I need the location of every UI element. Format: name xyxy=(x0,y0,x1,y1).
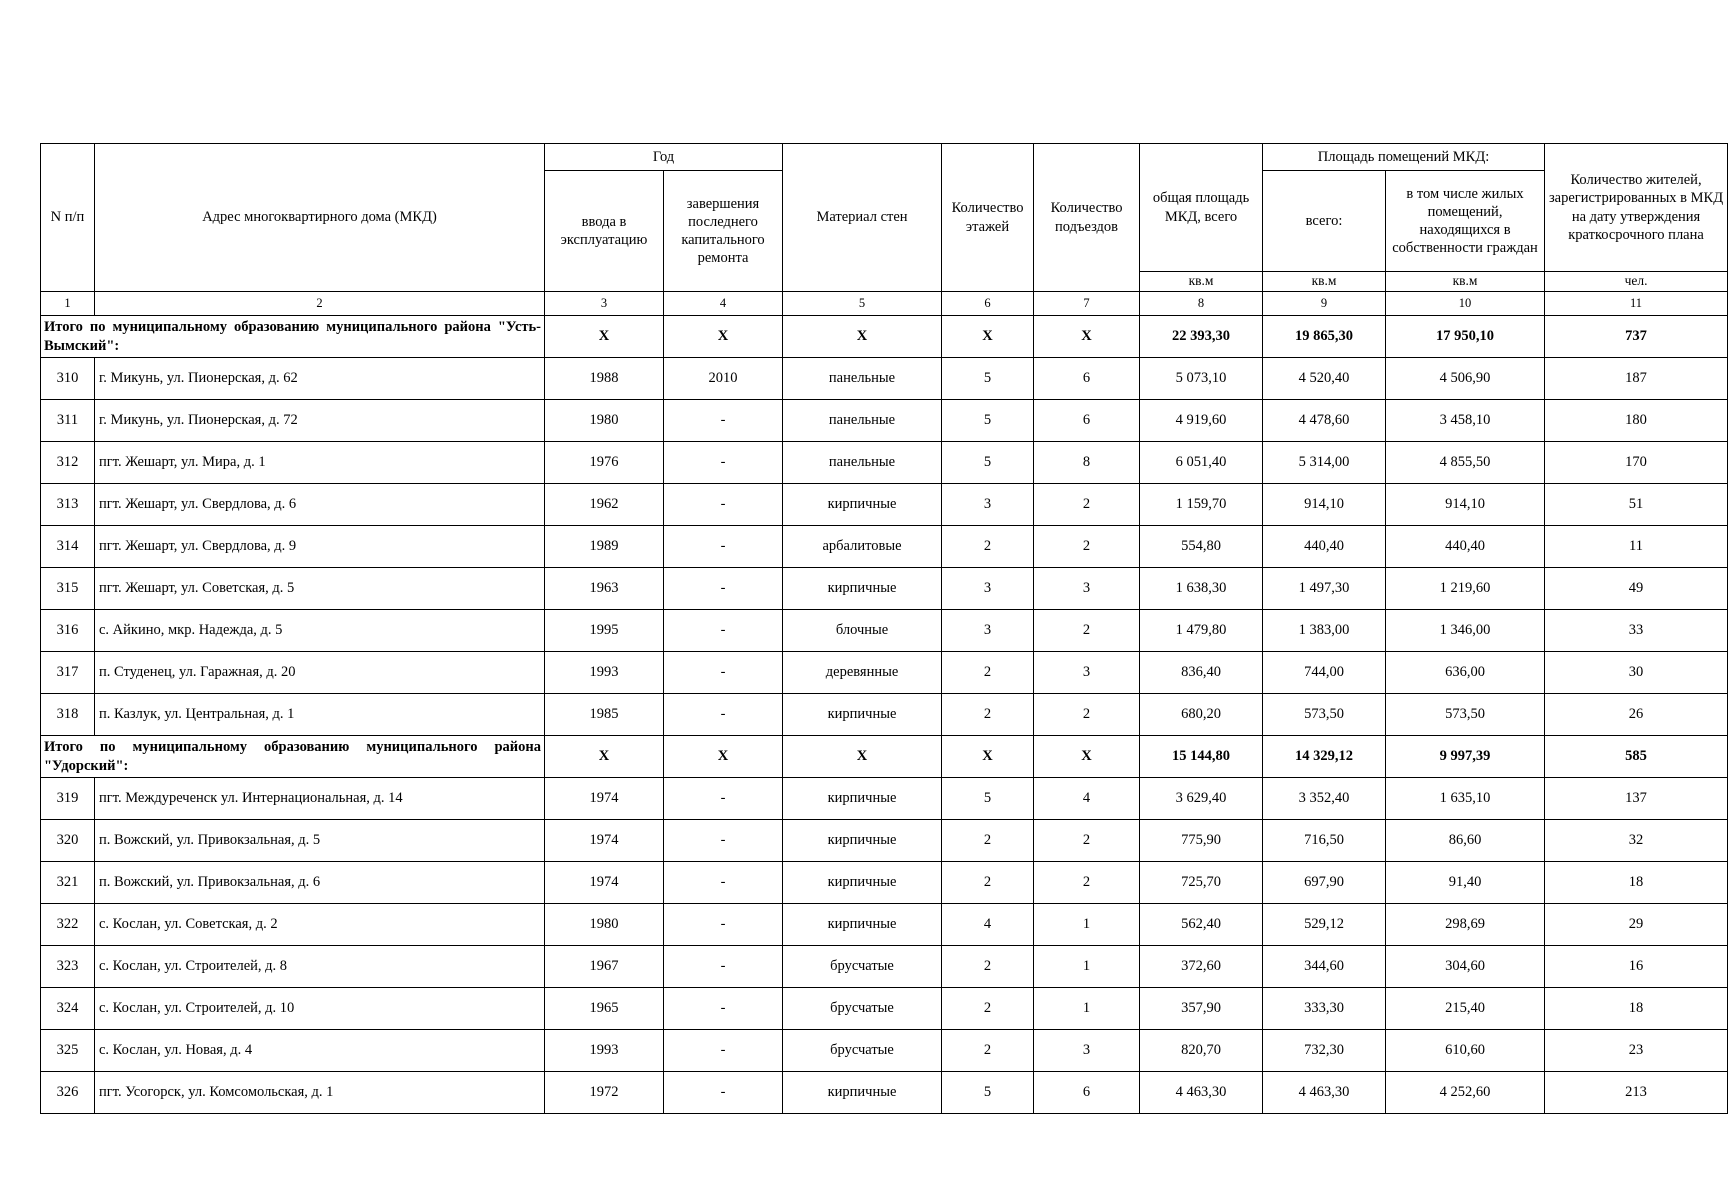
row-number: 321 xyxy=(41,862,95,904)
row-number: 324 xyxy=(41,988,95,1030)
row-year-commission: 1980 xyxy=(545,904,664,946)
row-total-area: 554,80 xyxy=(1140,526,1263,568)
row-number: 317 xyxy=(41,652,95,694)
table-body xyxy=(41,316,1728,1114)
row-entrances: 3 xyxy=(1034,652,1140,694)
table-row xyxy=(41,694,1728,736)
total-year-commission: X xyxy=(545,736,664,778)
row-area-all: 732,30 xyxy=(1263,1030,1386,1072)
row-total-area: 6 051,40 xyxy=(1140,442,1263,484)
column-number: 4 xyxy=(664,292,783,316)
row-year-repair: - xyxy=(664,400,783,442)
total-label: Итого по муниципальному образованию муниципального района "Удорский": xyxy=(41,736,545,778)
row-wall-material: блочные xyxy=(783,610,942,652)
row-residents: 18 xyxy=(1545,988,1728,1030)
row-address: пгт. Жешарт, ул. Мира, д. 1 xyxy=(95,442,545,484)
row-year-commission: 1967 xyxy=(545,946,664,988)
row-residents: 49 xyxy=(1545,568,1728,610)
row-year-commission: 1985 xyxy=(545,694,664,736)
table-row xyxy=(41,442,1728,484)
total-area: 22 393,30 xyxy=(1140,316,1263,358)
column-number-row xyxy=(41,292,1728,316)
row-address: с. Кослан, ул. Новая, д. 4 xyxy=(95,1030,545,1072)
total-area-all: 19 865,30 xyxy=(1263,316,1386,358)
row-floors: 3 xyxy=(942,568,1034,610)
row-floors: 2 xyxy=(942,652,1034,694)
row-floors: 5 xyxy=(942,1072,1034,1114)
row-entrances: 1 xyxy=(1034,946,1140,988)
table-row xyxy=(41,400,1728,442)
row-area-all: 3 352,40 xyxy=(1263,778,1386,820)
mkd-table xyxy=(40,143,1728,1114)
row-year-repair: - xyxy=(664,568,783,610)
row-area-owned: 636,00 xyxy=(1386,652,1545,694)
row-wall-material: кирпичные xyxy=(783,484,942,526)
row-entrances: 2 xyxy=(1034,862,1140,904)
row-area-all: 4 463,30 xyxy=(1263,1072,1386,1114)
table-row xyxy=(41,778,1728,820)
row-wall-material: арбалитовые xyxy=(783,526,942,568)
row-address: пгт. Усогорск, ул. Комсомольская, д. 1 xyxy=(95,1072,545,1114)
table-row xyxy=(41,358,1728,400)
table-row xyxy=(41,1030,1728,1072)
total-area-owned: 9 997,39 xyxy=(1386,736,1545,778)
row-area-owned: 86,60 xyxy=(1386,820,1545,862)
row-address: с. Айкино, мкр. Надежда, д. 5 xyxy=(95,610,545,652)
header-wall-material: Материал стен xyxy=(783,144,942,292)
row-year-repair: - xyxy=(664,610,783,652)
header-num: N п/п xyxy=(41,144,95,292)
row-area-owned: 610,60 xyxy=(1386,1030,1545,1072)
row-area-owned: 1 219,60 xyxy=(1386,568,1545,610)
total-entrances: X xyxy=(1034,316,1140,358)
row-wall-material: панельные xyxy=(783,358,942,400)
total-wall-material: X xyxy=(783,736,942,778)
row-area-all: 440,40 xyxy=(1263,526,1386,568)
row-floors: 2 xyxy=(942,1030,1034,1072)
header-year-repair: завершения последнего капитального ремонта xyxy=(664,171,783,292)
row-entrances: 4 xyxy=(1034,778,1140,820)
row-floors: 5 xyxy=(942,442,1034,484)
row-residents: 33 xyxy=(1545,610,1728,652)
header-area-group: Площадь помещений МКД: xyxy=(1263,144,1545,171)
row-floors: 5 xyxy=(942,778,1034,820)
total-area: 15 144,80 xyxy=(1140,736,1263,778)
row-wall-material: деревянные xyxy=(783,652,942,694)
row-area-owned: 1 346,00 xyxy=(1386,610,1545,652)
total-residents: 737 xyxy=(1545,316,1728,358)
row-residents: 30 xyxy=(1545,652,1728,694)
row-wall-material: кирпичные xyxy=(783,820,942,862)
header-total-area: общая площадь МКД, всего xyxy=(1140,144,1263,272)
row-address: пгт. Жешарт, ул. Свердлова, д. 6 xyxy=(95,484,545,526)
header-entrances: Количество подъездов xyxy=(1034,144,1140,292)
row-entrances: 1 xyxy=(1034,988,1140,1030)
unit-area-owned: кв.м xyxy=(1386,272,1545,292)
row-year-commission: 1988 xyxy=(545,358,664,400)
header-floors: Количество этажей xyxy=(942,144,1034,292)
document-page xyxy=(40,143,1724,1114)
row-floors: 2 xyxy=(942,820,1034,862)
total-floors: X xyxy=(942,316,1034,358)
row-floors: 3 xyxy=(942,610,1034,652)
row-area-all: 4 520,40 xyxy=(1263,358,1386,400)
row-number: 322 xyxy=(41,904,95,946)
row-address: пгт. Жешарт, ул. Свердлова, д. 9 xyxy=(95,526,545,568)
table-header xyxy=(41,144,1728,316)
row-area-owned: 304,60 xyxy=(1386,946,1545,988)
row-year-repair: - xyxy=(664,1072,783,1114)
row-area-all: 529,12 xyxy=(1263,904,1386,946)
total-area-owned: 17 950,10 xyxy=(1386,316,1545,358)
row-year-commission: 1962 xyxy=(545,484,664,526)
row-floors: 2 xyxy=(942,694,1034,736)
row-area-owned: 215,40 xyxy=(1386,988,1545,1030)
total-entrances: X xyxy=(1034,736,1140,778)
row-total-area: 1 159,70 xyxy=(1140,484,1263,526)
row-residents: 180 xyxy=(1545,400,1728,442)
total-row xyxy=(41,736,1728,778)
row-entrances: 8 xyxy=(1034,442,1140,484)
row-year-repair: - xyxy=(664,946,783,988)
row-year-repair: - xyxy=(664,652,783,694)
row-address: п. Вожский, ул. Привокзальная, д. 5 xyxy=(95,820,545,862)
row-entrances: 6 xyxy=(1034,1072,1140,1114)
total-label: Итого по муниципальному образованию муниципального района "Усть-Вымский": xyxy=(41,316,545,358)
row-area-all: 744,00 xyxy=(1263,652,1386,694)
row-total-area: 1 638,30 xyxy=(1140,568,1263,610)
row-area-owned: 573,50 xyxy=(1386,694,1545,736)
row-area-owned: 4 506,90 xyxy=(1386,358,1545,400)
row-entrances: 1 xyxy=(1034,904,1140,946)
row-floors: 5 xyxy=(942,400,1034,442)
row-entrances: 2 xyxy=(1034,820,1140,862)
row-wall-material: брусчатые xyxy=(783,1030,942,1072)
row-area-all: 5 314,00 xyxy=(1263,442,1386,484)
header-address: Адрес многоквартирного дома (МКД) xyxy=(95,144,545,292)
row-year-commission: 1974 xyxy=(545,862,664,904)
column-number: 8 xyxy=(1140,292,1263,316)
row-number: 323 xyxy=(41,946,95,988)
row-total-area: 372,60 xyxy=(1140,946,1263,988)
row-address: п. Казлук, ул. Центральная, д. 1 xyxy=(95,694,545,736)
row-total-area: 4 463,30 xyxy=(1140,1072,1263,1114)
row-floors: 2 xyxy=(942,946,1034,988)
row-wall-material: кирпичные xyxy=(783,568,942,610)
row-year-commission: 1974 xyxy=(545,778,664,820)
row-year-repair: - xyxy=(664,862,783,904)
row-number: 316 xyxy=(41,610,95,652)
table-row xyxy=(41,484,1728,526)
header-year-group: Год xyxy=(545,144,783,171)
row-number: 312 xyxy=(41,442,95,484)
row-number: 326 xyxy=(41,1072,95,1114)
row-year-repair: - xyxy=(664,820,783,862)
row-area-all: 4 478,60 xyxy=(1263,400,1386,442)
row-residents: 26 xyxy=(1545,694,1728,736)
column-number: 7 xyxy=(1034,292,1140,316)
row-area-owned: 4 855,50 xyxy=(1386,442,1545,484)
row-year-repair: - xyxy=(664,526,783,568)
row-wall-material: панельные xyxy=(783,442,942,484)
row-area-all: 333,30 xyxy=(1263,988,1386,1030)
row-total-area: 562,40 xyxy=(1140,904,1263,946)
row-number: 314 xyxy=(41,526,95,568)
header-year-commission: ввода в эксплуатацию xyxy=(545,171,664,292)
row-number: 319 xyxy=(41,778,95,820)
column-number: 9 xyxy=(1263,292,1386,316)
row-year-commission: 1965 xyxy=(545,988,664,1030)
table-row xyxy=(41,862,1728,904)
row-wall-material: брусчатые xyxy=(783,946,942,988)
row-residents: 23 xyxy=(1545,1030,1728,1072)
row-address: пгт. Междуреченск ул. Интернациональная, д. 14 xyxy=(95,778,545,820)
row-year-commission: 1972 xyxy=(545,1072,664,1114)
row-number: 311 xyxy=(41,400,95,442)
row-year-repair: - xyxy=(664,904,783,946)
total-year-commission: X xyxy=(545,316,664,358)
row-total-area: 775,90 xyxy=(1140,820,1263,862)
row-year-repair: - xyxy=(664,694,783,736)
total-wall-material: X xyxy=(783,316,942,358)
row-number: 313 xyxy=(41,484,95,526)
row-total-area: 357,90 xyxy=(1140,988,1263,1030)
total-year-repair: X xyxy=(664,316,783,358)
table-row xyxy=(41,904,1728,946)
row-floors: 3 xyxy=(942,484,1034,526)
row-year-repair: - xyxy=(664,988,783,1030)
row-number: 310 xyxy=(41,358,95,400)
row-total-area: 1 479,80 xyxy=(1140,610,1263,652)
row-year-commission: 1974 xyxy=(545,820,664,862)
column-number: 10 xyxy=(1386,292,1545,316)
column-number: 11 xyxy=(1545,292,1728,316)
row-floors: 5 xyxy=(942,358,1034,400)
row-total-area: 3 629,40 xyxy=(1140,778,1263,820)
row-year-commission: 1989 xyxy=(545,526,664,568)
table-row xyxy=(41,526,1728,568)
unit-total-area: кв.м xyxy=(1140,272,1263,292)
row-entrances: 3 xyxy=(1034,568,1140,610)
row-year-commission: 1963 xyxy=(545,568,664,610)
total-year-repair: X xyxy=(664,736,783,778)
row-total-area: 4 919,60 xyxy=(1140,400,1263,442)
table-row xyxy=(41,988,1728,1030)
row-year-repair: 2010 xyxy=(664,358,783,400)
row-floors: 2 xyxy=(942,526,1034,568)
row-wall-material: кирпичные xyxy=(783,1072,942,1114)
table-row xyxy=(41,1072,1728,1114)
total-residents: 585 xyxy=(1545,736,1728,778)
row-residents: 170 xyxy=(1545,442,1728,484)
row-entrances: 3 xyxy=(1034,1030,1140,1072)
row-wall-material: кирпичные xyxy=(783,904,942,946)
row-total-area: 680,20 xyxy=(1140,694,1263,736)
row-address: с. Кослан, ул. Строителей, д. 10 xyxy=(95,988,545,1030)
column-number: 1 xyxy=(41,292,95,316)
row-wall-material: кирпичные xyxy=(783,694,942,736)
row-number: 315 xyxy=(41,568,95,610)
row-total-area: 725,70 xyxy=(1140,862,1263,904)
row-entrances: 6 xyxy=(1034,400,1140,442)
row-area-all: 914,10 xyxy=(1263,484,1386,526)
row-year-commission: 1993 xyxy=(545,652,664,694)
row-number: 318 xyxy=(41,694,95,736)
row-residents: 32 xyxy=(1545,820,1728,862)
total-area-all: 14 329,12 xyxy=(1263,736,1386,778)
row-year-repair: - xyxy=(664,778,783,820)
row-address: г. Микунь, ул. Пионерская, д. 62 xyxy=(95,358,545,400)
row-address: п. Вожский, ул. Привокзальная, д. 6 xyxy=(95,862,545,904)
row-floors: 2 xyxy=(942,988,1034,1030)
row-total-area: 836,40 xyxy=(1140,652,1263,694)
row-year-repair: - xyxy=(664,1030,783,1072)
row-entrances: 6 xyxy=(1034,358,1140,400)
row-residents: 16 xyxy=(1545,946,1728,988)
row-area-all: 573,50 xyxy=(1263,694,1386,736)
header-residents: Количество жителей, зарегистрированных в МКД на дату утверждения краткосрочного плана xyxy=(1545,144,1728,272)
row-area-owned: 4 252,60 xyxy=(1386,1072,1545,1114)
row-area-all: 1 383,00 xyxy=(1263,610,1386,652)
row-area-owned: 1 635,10 xyxy=(1386,778,1545,820)
row-area-all: 344,60 xyxy=(1263,946,1386,988)
row-entrances: 2 xyxy=(1034,610,1140,652)
unit-residents: чел. xyxy=(1545,272,1728,292)
row-area-owned: 440,40 xyxy=(1386,526,1545,568)
row-wall-material: панельные xyxy=(783,400,942,442)
row-number: 320 xyxy=(41,820,95,862)
table-row xyxy=(41,652,1728,694)
row-area-owned: 3 458,10 xyxy=(1386,400,1545,442)
row-year-commission: 1980 xyxy=(545,400,664,442)
row-entrances: 2 xyxy=(1034,484,1140,526)
row-address: с. Кослан, ул. Строителей, д. 8 xyxy=(95,946,545,988)
row-residents: 18 xyxy=(1545,862,1728,904)
row-area-owned: 914,10 xyxy=(1386,484,1545,526)
row-residents: 11 xyxy=(1545,526,1728,568)
table-row xyxy=(41,610,1728,652)
row-year-repair: - xyxy=(664,442,783,484)
row-area-all: 716,50 xyxy=(1263,820,1386,862)
row-wall-material: кирпичные xyxy=(783,862,942,904)
row-total-area: 820,70 xyxy=(1140,1030,1263,1072)
row-address: г. Микунь, ул. Пионерская, д. 72 xyxy=(95,400,545,442)
row-residents: 137 xyxy=(1545,778,1728,820)
row-area-owned: 91,40 xyxy=(1386,862,1545,904)
row-floors: 2 xyxy=(942,862,1034,904)
table-row xyxy=(41,820,1728,862)
row-residents: 187 xyxy=(1545,358,1728,400)
row-year-commission: 1976 xyxy=(545,442,664,484)
column-number: 2 xyxy=(95,292,545,316)
table-row xyxy=(41,946,1728,988)
row-area-all: 1 497,30 xyxy=(1263,568,1386,610)
row-year-commission: 1993 xyxy=(545,1030,664,1072)
unit-area-all: кв.м xyxy=(1263,272,1386,292)
row-address: пгт. Жешарт, ул. Советская, д. 5 xyxy=(95,568,545,610)
row-total-area: 5 073,10 xyxy=(1140,358,1263,400)
column-number: 5 xyxy=(783,292,942,316)
row-residents: 51 xyxy=(1545,484,1728,526)
header-area-all: всего: xyxy=(1263,171,1386,272)
row-entrances: 2 xyxy=(1034,526,1140,568)
row-residents: 29 xyxy=(1545,904,1728,946)
row-year-repair: - xyxy=(664,484,783,526)
row-area-owned: 298,69 xyxy=(1386,904,1545,946)
row-year-commission: 1995 xyxy=(545,610,664,652)
row-entrances: 2 xyxy=(1034,694,1140,736)
row-number: 325 xyxy=(41,1030,95,1072)
row-address: п. Студенец, ул. Гаражная, д. 20 xyxy=(95,652,545,694)
row-wall-material: кирпичные xyxy=(783,778,942,820)
row-address: с. Кослан, ул. Советская, д. 2 xyxy=(95,904,545,946)
row-floors: 4 xyxy=(942,904,1034,946)
row-residents: 213 xyxy=(1545,1072,1728,1114)
column-number: 6 xyxy=(942,292,1034,316)
row-area-all: 697,90 xyxy=(1263,862,1386,904)
header-area-owned: в том числе жилых помещений, находящихся в собственности граждан xyxy=(1386,171,1545,272)
column-number: 3 xyxy=(545,292,664,316)
table-row xyxy=(41,568,1728,610)
total-row xyxy=(41,316,1728,358)
row-wall-material: брусчатые xyxy=(783,988,942,1030)
total-floors: X xyxy=(942,736,1034,778)
